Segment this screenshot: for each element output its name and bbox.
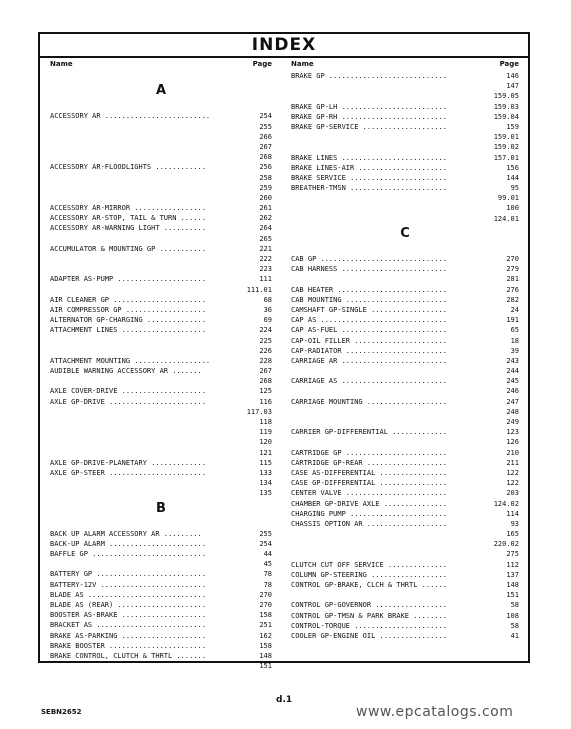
entry-page: 222 (259, 255, 272, 263)
entry-page: 264 (259, 224, 272, 233)
left-entry-list (50, 71, 272, 671)
entry-name: ACCESSORY AR-FLOODLIGHTS ............ (50, 163, 206, 172)
entry-name: CASE GP-DIFFERENTIAL ................ (291, 479, 447, 488)
index-entry (50, 407, 272, 417)
entry-name: ATTACHMENT LINES .................... (50, 326, 206, 335)
index-entry (291, 437, 519, 447)
entry-name: CONTROL GP-TMSN & PARK BRAKE ........ (291, 611, 447, 620)
column-header (50, 60, 272, 71)
entry-name: BRAKE SERVICE ....................... (291, 173, 447, 182)
index-entry (291, 112, 519, 122)
index-entry (291, 427, 519, 437)
entry-page: 122 (506, 468, 519, 477)
entry-page: 99.01 (497, 194, 519, 203)
entry-page: 249 (506, 418, 519, 426)
entry-name: ADAPTER AS-PUMP ..................... (50, 275, 206, 284)
entry-page: 245 (506, 377, 519, 386)
index-entry (291, 163, 519, 173)
index-entry (50, 631, 272, 641)
index-entry (50, 620, 272, 630)
entry-page: 137 (506, 570, 519, 579)
entry-page: 135 (259, 489, 272, 498)
index-entry (50, 397, 272, 407)
entry-name: ALTERNATOR GP-CHARGING .............. (50, 316, 206, 325)
entry-page: 151 (506, 591, 519, 600)
left-column (50, 60, 272, 671)
index-entry (50, 600, 272, 610)
index-entry (291, 102, 519, 112)
entry-page: 159.02 (493, 143, 519, 152)
entry-page: 255 (259, 122, 272, 131)
entry-page: 159 (506, 122, 519, 131)
entry-page: 248 (506, 407, 519, 416)
entry-page: 122 (506, 479, 519, 488)
entry-name: CAB MOUNTING ........................ (291, 295, 447, 304)
page-header: Page (252, 60, 272, 68)
entry-page: 246 (506, 387, 519, 396)
index-entry (50, 193, 272, 203)
index-entry (50, 274, 272, 284)
index-entry (50, 162, 272, 172)
entry-page: 270 (506, 255, 519, 263)
entry-page: 18 (510, 336, 519, 345)
entry-name: BACK-UP ALARM ....................... (50, 539, 206, 548)
entry-name: BATTERY GP .......................... (50, 570, 206, 579)
index-entry (50, 152, 272, 162)
entry-page: 191 (506, 316, 519, 325)
index-entry (50, 336, 272, 346)
index-entry (50, 559, 272, 569)
index-entry (291, 458, 519, 468)
entry-page: 157.01 (493, 153, 519, 162)
entry-name: COOLER GP-ENGINE OIL ................ (291, 631, 447, 640)
index-entry (50, 142, 272, 152)
spacer (291, 244, 519, 254)
index-entry (291, 71, 519, 81)
index-entry (291, 539, 519, 549)
index-entry (291, 376, 519, 386)
entry-name: ACCESSORY AR-WARNING LIGHT .......... (50, 224, 206, 233)
index-entry (291, 122, 519, 132)
entry-page: 78 (263, 570, 272, 579)
entry-page: 125 (259, 387, 272, 396)
entry-name: BRAKE GP ............................ (291, 72, 447, 80)
index-entry (291, 203, 519, 213)
entry-name: CARRIAGE MOUNTING ................... (291, 397, 447, 406)
index-entry (291, 183, 519, 193)
spacer (50, 71, 272, 81)
entry-name: ACCESSORY AR ......................... (50, 112, 211, 121)
entry-name: BACK UP ALARM ACCESSORY AR ......... (50, 529, 202, 538)
index-entry (50, 610, 272, 620)
entry-name: CARRIER GP-DIFFERENTIAL ............. (291, 428, 447, 437)
entry-name: CONTROL-TORQUE ...................... (291, 621, 447, 630)
entry-page: 282 (506, 295, 519, 304)
index-entry (50, 111, 272, 121)
index-entry (291, 132, 519, 142)
index-entry (291, 325, 519, 335)
entry-page: 254 (259, 539, 272, 548)
index-entry (50, 539, 272, 549)
entry-name: BRAKE LINES ......................... (291, 153, 447, 162)
entry-page: 111 (259, 275, 272, 284)
entry-name: BOOSTER AS-BRAKE .................... (50, 611, 206, 620)
entry-name: CARRIAGE AR ......................... (291, 356, 447, 365)
index-entry (291, 315, 519, 325)
index-entry (50, 356, 272, 366)
index-frame (38, 32, 530, 671)
entry-name: BRAKE AS-PARKING .................... (50, 631, 206, 640)
index-entry (291, 285, 519, 295)
page-header: Page (499, 60, 519, 68)
entry-name: COLUMN GP-STEERING .................. (291, 570, 447, 579)
index-entry (50, 244, 272, 254)
entry-name: BRAKE LINES-AIR ..................... (291, 163, 447, 172)
entry-name: AXLE GP-DRIVE-PLANETARY ............. (50, 458, 206, 467)
index-entry (291, 417, 519, 427)
entry-page: 93 (510, 519, 519, 528)
entry-page: 100 (506, 204, 519, 213)
entry-name: BLADE AS ............................ (50, 590, 206, 599)
entry-page: 275 (506, 550, 519, 559)
entry-name: CARTRIDGE GP ........................ (291, 448, 447, 457)
index-entry (50, 580, 272, 590)
entry-page: 226 (259, 346, 272, 355)
entry-name: CASE AS-DIFFERENTIAL ................ (291, 468, 447, 477)
entry-name: CAP AS-FUEL ......................... (291, 326, 447, 335)
entry-name: CAMSHAFT GP-SINGLE .................. (291, 305, 447, 314)
index-entry (291, 142, 519, 152)
index-entry (50, 448, 272, 458)
name-header: Name (50, 60, 73, 68)
entry-page: 36 (263, 305, 272, 314)
entry-name: BRAKE BOOSTER ....................... (50, 641, 206, 650)
spacer (50, 101, 272, 111)
entry-name: CONTROL GP-GOVERNOR ................. (291, 601, 447, 610)
index-entry (291, 173, 519, 183)
index-entry (291, 499, 519, 509)
index-entry (50, 529, 272, 539)
index-entry (50, 285, 272, 295)
entry-page: 148 (259, 651, 272, 660)
entry-page: 158 (259, 611, 272, 620)
index-entry (50, 234, 272, 244)
index-entry (50, 437, 272, 447)
entry-page: 244 (506, 367, 519, 376)
entry-page: 221 (259, 244, 272, 253)
entry-name: AXLE GP-STEER ....................... (50, 468, 206, 477)
entry-name: ATTACHMENT MOUNTING .................. (50, 356, 211, 365)
entry-page: 228 (259, 356, 272, 365)
entry-name: AUDIBLE WARNING ACCESSORY AR ....... (50, 367, 202, 376)
entry-page: 121 (259, 448, 272, 457)
entry-page: 24 (510, 305, 519, 314)
entry-name: CAB HEATER .......................... (291, 285, 447, 294)
entry-page: 45 (263, 560, 272, 569)
entry-page: 203 (506, 489, 519, 498)
entry-name: BAFFLE GP ........................... (50, 550, 206, 559)
entry-page: 256 (259, 163, 272, 172)
entry-page: 151 (259, 662, 272, 671)
entry-page: 44 (263, 550, 272, 559)
index-entry (291, 356, 519, 366)
index-entry (50, 264, 272, 274)
spacer (50, 519, 272, 529)
index-entry (291, 386, 519, 396)
entry-page: 259 (259, 183, 272, 192)
index-entry (50, 569, 272, 579)
page-title: INDEX (40, 34, 528, 58)
entry-name: BRACKET AS .......................... (50, 621, 206, 630)
index-entry (291, 254, 519, 264)
document-code: SEBN2652 (41, 708, 82, 716)
index-entry (291, 509, 519, 519)
entry-page: 254 (259, 112, 272, 121)
entry-page: 159.04 (493, 112, 519, 121)
entry-name: AIR COMPRESSOR GP ................... (50, 305, 206, 314)
entry-name: ACCESSORY AR-MIRROR ................. (50, 204, 206, 213)
entry-page: 124.02 (493, 499, 519, 508)
entry-page: 148 (506, 581, 519, 589)
entry-name: ACCESSORY AR-STOP, TAIL & TURN ...... (50, 214, 206, 223)
entry-page: 117.03 (246, 407, 272, 416)
entry-name: BREATHER-TMSN ....................... (291, 184, 447, 193)
entry-name: CAP AS .............................. (291, 316, 447, 325)
entry-name: CHAMBER GP-DRIVE AXLE ............... (291, 499, 447, 508)
entry-page: 165 (506, 530, 519, 539)
index-entry (50, 458, 272, 468)
entry-name: CAP-OIL FILLER ...................... (291, 336, 447, 345)
index-entry (291, 580, 519, 590)
entry-page: 146 (506, 72, 519, 80)
index-entry (291, 570, 519, 580)
entry-page: 255 (259, 529, 272, 538)
entry-name: CAB GP .............................. (291, 255, 447, 263)
entry-page: 243 (506, 356, 519, 365)
entry-page: 115 (259, 458, 272, 467)
index-entry (291, 81, 519, 91)
entry-name: BRAKE CONTROL, CLUTCH & THRTL ....... (50, 651, 206, 660)
index-entry (50, 478, 272, 488)
entry-page: 159.05 (493, 92, 519, 101)
entry-page: 112 (506, 560, 519, 569)
entry-page: 268 (259, 377, 272, 386)
entry-page: 270 (259, 601, 272, 609)
entry-page: 124.01 (493, 214, 519, 223)
index-entry (50, 661, 272, 671)
entry-page: 211 (506, 458, 519, 467)
entry-page: 126 (506, 438, 519, 447)
index-entry (50, 468, 272, 478)
index-entry (50, 223, 272, 233)
entry-page: 144 (506, 173, 519, 182)
index-entry (50, 173, 272, 183)
page-number: d.1 (276, 695, 293, 705)
index-entry (291, 631, 519, 641)
index-entry (50, 427, 272, 437)
entry-page: 58 (510, 601, 519, 610)
entry-page: 159.01 (493, 133, 519, 142)
entry-name: CARRIAGE AS ......................... (291, 377, 447, 386)
entry-page: 133 (259, 468, 272, 477)
index-entry (291, 478, 519, 488)
entry-page: 114 (506, 509, 519, 518)
entry-page: 119 (259, 428, 272, 437)
index-entry (291, 397, 519, 407)
entry-page: 65 (510, 326, 519, 335)
index-entry (50, 549, 272, 559)
entry-page: 258 (259, 173, 272, 182)
entry-page: 158 (259, 641, 272, 650)
index-entry (291, 214, 519, 224)
index-entry (50, 651, 272, 661)
entry-page: 41 (510, 631, 519, 640)
entry-page: 223 (259, 265, 272, 274)
entry-page: 276 (506, 285, 519, 294)
entry-page: 111.01 (246, 285, 272, 294)
entry-name: CHARGING PUMP ....................... (291, 509, 447, 518)
index-entry (291, 366, 519, 376)
entry-page: 270 (259, 590, 272, 599)
index-entry (291, 560, 519, 570)
entry-page: 58 (510, 621, 519, 630)
entry-page: 268 (259, 153, 272, 162)
column-header (291, 60, 519, 71)
entry-page: 39 (510, 346, 519, 355)
index-entry (291, 264, 519, 274)
entry-name: AXLE COVER-DRIVE .................... (50, 387, 206, 396)
index-entry (291, 468, 519, 478)
entry-page: 123 (506, 428, 519, 437)
entry-name: CARTRIDGE GP-REAR ................... (291, 458, 447, 467)
index-entry (50, 203, 272, 213)
entry-page: 220.02 (493, 540, 519, 549)
entry-name: CAP-RADIATOR ........................ (291, 346, 447, 355)
right-column (291, 60, 519, 641)
index-entry (50, 417, 272, 427)
index-entry (50, 305, 272, 315)
index-entry (291, 346, 519, 356)
entry-page: 225 (259, 336, 272, 345)
index-entry (50, 386, 272, 396)
entry-page: 266 (259, 132, 272, 141)
entry-page: 120 (259, 438, 272, 447)
entry-page: 281 (506, 275, 519, 284)
index-entry (50, 488, 272, 498)
index-entry (50, 295, 272, 305)
index-entry (291, 91, 519, 101)
entry-name: CONTROL GP-BRAKE, CLCH & THRTL ...... (291, 581, 447, 589)
index-entry (291, 193, 519, 203)
index-entry (291, 153, 519, 163)
index-entry (291, 549, 519, 559)
entry-page: 156 (506, 163, 519, 172)
entry-name: CENTER VALVE ........................ (291, 489, 447, 498)
index-entry (291, 305, 519, 315)
entry-name: BRAKE GP-RH ......................... (291, 112, 447, 121)
index-entry (291, 529, 519, 539)
index-entry (50, 122, 272, 132)
entry-page: 251 (259, 621, 272, 630)
entry-page: 162 (259, 631, 272, 640)
index-entry (50, 315, 272, 325)
entry-page: 159.03 (493, 102, 519, 111)
entry-page: 116 (259, 397, 272, 406)
entry-page: 78 (263, 580, 272, 589)
index-entry (291, 274, 519, 284)
entry-page: 267 (259, 367, 272, 376)
entry-name: CAB HARNESS ......................... (291, 265, 447, 274)
name-header: Name (291, 60, 314, 68)
entry-name: BRAKE GP-LH ......................... (291, 102, 447, 111)
index-entry (50, 325, 272, 335)
entry-page: 118 (259, 418, 272, 426)
index-entry (291, 448, 519, 458)
section-letter: B (156, 500, 166, 516)
entry-name: CHASSIS OPTION AR ................... (291, 519, 447, 528)
index-entry (291, 600, 519, 610)
index-entry (291, 488, 519, 498)
entry-name: CLUTCH CUT OFF SERVICE .............. (291, 560, 447, 569)
entry-page: 247 (506, 397, 519, 406)
entry-page: 265 (259, 234, 272, 243)
entry-page: 261 (259, 204, 272, 213)
entry-name: BATTERY-12V ......................... (50, 580, 206, 589)
index-entry (50, 346, 272, 356)
entry-page: 95 (510, 184, 519, 193)
entry-page: 267 (259, 142, 272, 151)
index-entry (291, 611, 519, 621)
entry-name: BRAKE GP-SERVICE .................... (291, 122, 447, 131)
entry-page: 69 (263, 316, 272, 325)
index-entry (50, 376, 272, 386)
index-entry (291, 407, 519, 417)
entry-page: 108 (506, 611, 519, 620)
index-entry (50, 213, 272, 223)
section-letter: C (400, 225, 410, 241)
entry-page: 260 (259, 193, 272, 202)
watermark: www.epcatalogs.com (356, 704, 514, 720)
entry-name: BLADE AS (REAR) ..................... (50, 601, 206, 609)
index-entry (50, 254, 272, 264)
index-entry (50, 641, 272, 651)
entry-page: 147 (506, 82, 519, 91)
index-entry (291, 336, 519, 346)
entry-name: AXLE GP-DRIVE ....................... (50, 397, 206, 406)
index-entry (50, 590, 272, 600)
entry-page: 262 (259, 214, 272, 223)
right-entry-list (291, 71, 519, 641)
section-letter: A (155, 83, 167, 99)
entry-page: 68 (263, 295, 272, 304)
index-entry (50, 132, 272, 142)
entry-page: 279 (506, 265, 519, 274)
entry-page: 134 (259, 479, 272, 488)
index-entry (50, 366, 272, 376)
entry-name: AIR CLEANER GP ...................... (50, 295, 206, 304)
entry-page: 210 (506, 448, 519, 457)
index-entry (291, 295, 519, 305)
index-entry (291, 519, 519, 529)
entry-page: 224 (259, 326, 272, 335)
entry-name: ACCUMULATOR & MOUNTING GP ........... (50, 244, 206, 253)
index-entry (291, 621, 519, 631)
index-entry (291, 590, 519, 600)
index-entry (50, 183, 272, 193)
